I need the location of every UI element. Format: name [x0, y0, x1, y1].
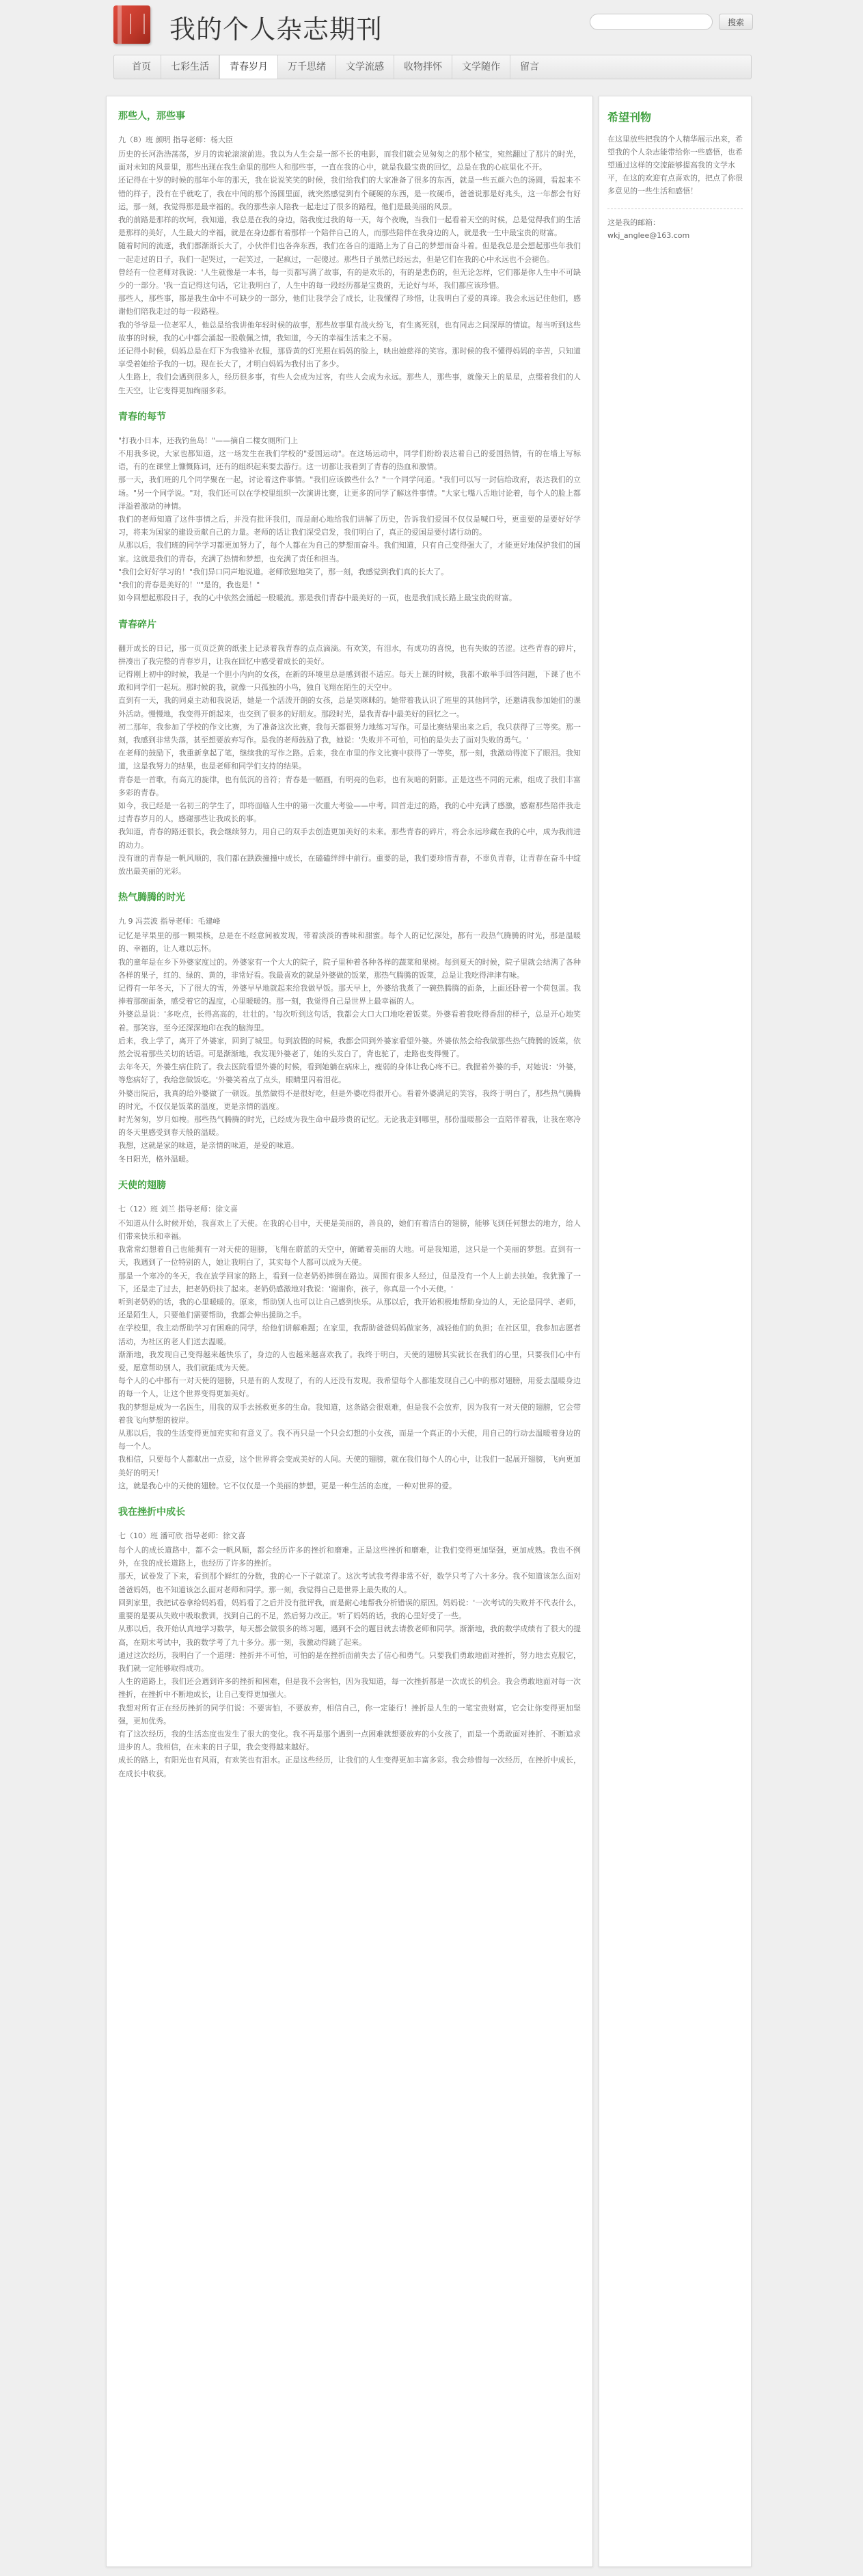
article-paragraph: 记忆是苹果里的那一颗果核，总是在不经意间被发现，带着淡淡的香味和甜蜜。每个人的记忆深处，都有一段热气腾腾的时光，那是温暖的、幸福的，让人难以忘怀。 — [118, 931, 581, 954]
article-paragraph: "我们的青春是美好的！""是的，我也是！" — [118, 580, 260, 590]
article-paragraph: 如今回想起那段日子，我的心中依然会涌起一股暖流。那是我们青春中最美好的一页，也是我们成长路上最宝贵的财富。 — [118, 593, 517, 603]
article-paragraph: 我常常幻想着自己也能拥有一对天使的翅膀，飞翔在蔚蓝的天空中，俯瞰着美丽的大地。可是我知道，这只是一个美丽的梦想。直到有一天，我遇到了一位特别的人，她让我明白了，其实每个人都可以成为天使。 — [118, 1245, 581, 1267]
article-paragraph: 我的爷爷是一位老军人，他总是给我讲他年轻时候的故事，那些故事里有战火纷飞，有生离死别，也有同志之间深厚的情谊。每当听到这些故事的时候，我的心中都会涌起一股敬佩之情，我知道，今天的幸福生活来之不易。 — [118, 320, 581, 343]
article-paragraph: 如今，我已经是一名初三的学生了，即将面临人生中的第一次重大考验——中考。回首走过的路，我的心中充满了感激，感谢那些陪伴我走过青春岁月的人，感谢那些让我成长的事。 — [118, 801, 581, 824]
article-paragraph: 外婆总是说：'多吃点，长得高高的，壮壮的。'每次听到这句话，我都会大口大口地吃着饭菜。外婆看着我吃得香甜的样子，总是开心地笑着。那笑容，至今还深深地印在我的脑海里。 — [118, 1010, 581, 1032]
nav-home[interactable]: 首页 — [122, 55, 161, 79]
nav-collection[interactable]: 收物拌怀 — [394, 55, 452, 79]
article-list — [106, 96, 593, 2567]
article-paragraph: 随着时间的流逝，我们都渐渐长大了，小伙伴们也各奔东西，我们在各自的道路上为了自己的梦想而奋斗着。但是我总是会想起那些年我们一起走过的日子，我们一起哭过，一起笑过，一起疯过，一起傻过。那些日子虽然已经远去，但是它们在我的心中永远也不会褪色。 — [118, 241, 581, 264]
nav-guestbook[interactable]: 留言 — [520, 62, 539, 72]
article-paragraph: 我的童年是在乡下外婆家度过的。外婆家有一个大大的院子，院子里种着各种各样的蔬菜和果树。每到夏天的时候，院子里就会结满了各种各样的果子，红的、绿的、黄的，非常好看。我最喜欢的就是外婆做的饭菜，那热气腾腾的饭菜，总是让我吃得津津有味。 — [118, 957, 581, 980]
nav-essays[interactable]: 文学随作 — [452, 55, 510, 79]
article-paragraph: 不用我多说，大家也都知道，这一场发生在我们学校的"爱国运动"。在这场运动中，同学们纷纷表达着自己的爱国热情，有的在墙上写标语，有的在课堂上慷慨陈词，还有的组织起来要去游行。这一切都让我看到了青春的热血和激情。 — [118, 449, 581, 472]
article-paragraph: 我知道，青春的路还很长，我会继续努力，用自己的双手去创造更加美好的未来。那些青春的碎片，将会永远珍藏在我的心中，成为我前进的动力。 — [118, 827, 581, 850]
article-paragraph: 我想对所有正在经历挫折的同学们说：不要害怕，不要放弃，相信自己，你一定能行！挫折是人生的一笔宝贵财富，它会让你变得更加坚强，更加优秀。 — [118, 1703, 581, 1726]
article-paragraph: 那是一个寒冷的冬天，我在放学回家的路上，看到一位老奶奶摔倒在路边。周围有很多人经过，但是没有一个人上前去扶她。我犹豫了一下，还是走了过去，把老奶奶扶了起来。老奶奶感激地对我说：'谢谢你，孩子，你真是一个小天使。' — [118, 1271, 581, 1293]
nav-literature[interactable]: 文学流感 — [336, 55, 394, 79]
article-paragraph: 初二那年，我参加了学校的作文比赛，为了准备这次比赛，我每天都很努力地练习写作。可是比赛结果出来之后，我只获得了三等奖。那一刻，我感到非常失落，甚至想要放弃写作。是我的老师鼓励了我，她说：'失败并不可怕，可怕的是失去了面对失败的勇气。' — [118, 722, 581, 744]
article-paragraph: 从那以后，我开始认真地学习数学，每天都会做很多的练习题，遇到不会的题目就去请教老师和同学。渐渐地，我的数学成绩有了很大的提高，在期末考试中，我的数学考了九十多分。那一刻，我激动得跳了起来。 — [118, 1624, 581, 1647]
article-paragraph: 从那以后，我的生活变得更加充实和有意义了。我不再只是一个只会幻想的小女孩，而是一个真正的小天使，用自己的行动去温暖着身边的每一个人。 — [118, 1429, 581, 1451]
article-paragraph: 翻开成长的日记，那一页页泛黄的纸张上记录着我青春的点点滴滴。有欢笑，有泪水，有成功的喜悦，也有失败的苦涩。这些青春的碎片，拼凑出了我完整的青春岁月，让我在回忆中感受着成长的美好。 — [118, 643, 581, 666]
article-title[interactable]: 那些人，那些事 — [118, 111, 185, 122]
article-paragraph: 在老师的鼓励下，我重新拿起了笔，继续我的写作之路。后来，我在市里的作文比赛中获得了一等奖，那一刻，我激动得流下了眼泪。我知道，这是我努力的结果，也是老师和同学们支持的结果。 — [118, 749, 581, 771]
article-meta: 九（8）班 颜明 指导老师：杨大臣 — [118, 135, 233, 144]
article-paragraph: 每个人的心中都有一对天使的翅膀，只是有的人发现了，有的人还没有发现。我希望每个人都能发现自己心中的那对翅膀，用爱去温暖身边的每一个人，让这个世界变得更加美好。 — [118, 1376, 581, 1399]
article-paragraph: 那一天，我们班的几个同学聚在一起，讨论着这件事情。"我们应该做些什么？"一个同学问道。"我们可以写一封信给政府，表达我们的立场。"另一个同学说。"对，我们还可以在学校里组织一次演讲比赛，让更多的同学了解这件事情。"大家七嘴八舌地讨论着，每个人的脸上都洋溢着激动的神情。 — [118, 475, 581, 511]
site-title[interactable]: 我的个人杂志期刊 — [169, 14, 383, 44]
article-paragraph: 青春是一首歌，有高亢的旋律，也有低沉的音符；青春是一幅画，有明亮的色彩，也有灰暗的阴影。正是这些不同的元素，组成了我们丰富多彩的青春。 — [118, 775, 581, 797]
article-paragraph: 我的前路是那样的坎坷，我知道，我总是在我的身边，陪我度过我的每一天，每个夜晚，当我们一起看着天空的时候，总是觉得我们的生活是那样的美好，人生最大的幸福，就是在身边都有着那样一个陪伴自己的人，而那些陪伴在我身边的人，就是我一生中最宝贵的财富。 — [118, 215, 581, 238]
article-title[interactable]: 青春碎片 — [118, 619, 156, 630]
article-title[interactable]: 我在挫折中成长 — [118, 1507, 185, 1518]
article-paragraph: 在学校里，我主动帮助学习有困难的同学，给他们讲解难题；在家里，我帮助爸爸妈妈做家务，减轻他们的负担；在社区里，我参加志愿者活动，为社区的老人们送去温暖。 — [118, 1324, 581, 1346]
article-paragraph: 我相信，只要每个人都献出一点爱，这个世界将会变成美好的人间。天使的翅膀，就在我们每个人的心中，让我们一起展开翅膀，飞向更加美好的明天！ — [118, 1455, 581, 1477]
search-input[interactable] — [590, 14, 713, 30]
article-paragraph: 外婆出院后，我真的给外婆做了一顿饭。虽然做得不是很好吃，但是外婆吃得很开心。看着外婆满足的笑容，我终于明白了，那些热气腾腾的时光，不仅仅是饭菜的温度，更是亲情的温度。 — [118, 1088, 581, 1111]
article-meta: 七（10）班 潘可欣 指导老师：徐文喜 — [118, 1531, 245, 1541]
article-paragraph: 人生路上，我们会遇到很多人，经历很多事，有些人会成为过客，有些人会成为永远。那些人，那些事，就像天上的星星，点缀着我们的人生天空，让它变得更加绚丽多彩。 — [118, 373, 581, 395]
article-meta: 七（12）班 刘兰 指导老师：徐文喜 — [118, 1204, 238, 1213]
sidebar-title: 希望刊物 — [607, 111, 652, 124]
article-paragraph: 有了这次经历，我的生活态度也发生了很大的变化。我不再是那个遇到一点困难就想要放弃的小女孩了，而是一个勇敢面对挫折、不断追求进步的人。我相信，在未来的日子里，我会变得越来越好。 — [118, 1729, 581, 1752]
contact-email[interactable]: wkj_anglee@163.com — [607, 231, 690, 240]
article-title[interactable]: 热气腾腾的时光 — [118, 892, 185, 904]
nav-colorful-life[interactable]: 七彩生活 — [161, 55, 219, 79]
article-paragraph: 记得刚上初中的时候，我是一个胆小内向的女孩，在新的环境里总是感到很不适应。每天上课的时候，我都不敢举手回答问题，下课了也不敢和同学们一起玩。那时候的我，就像一只孤独的小鸟，独自飞翔在陌生的天空中。 — [118, 669, 581, 693]
article-paragraph: 渐渐地，我发现自己变得越来越快乐了，身边的人也越来越喜欢我了。我终于明白，天使的翅膀其实就长在我们的心里，只要我们心中有爱，愿意帮助别人，我们就能成为天使。 — [118, 1350, 581, 1373]
article-paragraph: 还记得小时候，妈妈总是在灯下为我缝补衣服，那昏黄的灯光照在妈妈的脸上，映出她慈祥的笑容。那时候的我不懂得妈妈的辛苦，只知道享受着她给予我的一切。现在长大了，才明白妈妈为我付出了多少。 — [118, 347, 581, 369]
sidebar-description: 在这里放些把我的个人精华展示出来，希望我的个人杂志能带给你一些感悟，也希望通过这样的交流能够提高我的文学水平，在这的欢迎有点喜欢的，把点了你很多意见的一些生活和感悟！ — [607, 135, 743, 196]
main-nav — [113, 55, 752, 79]
header — [0, 0, 863, 55]
sidebar — [599, 96, 752, 2567]
search-button[interactable]: 搜索 — [719, 14, 753, 30]
article-paragraph: 后来，我上学了，离开了外婆家，回到了城里。每到放假的时候，我都会回到外婆家看望外婆。外婆依然会给我做那些热气腾腾的饭菜，依然会说着那些关切的话语。可是渐渐地，我发现外婆老了，她的头发白了，背也驼了，走路也变得慢了。 — [118, 1036, 581, 1058]
article-paragraph: 那些人，那些事，都是我生命中不可缺少的一部分，他们让我学会了成长，让我懂得了珍惜，让我明白了爱的真谛。我会永远记住他们，感谢他们陪我走过的每一段路程。 — [118, 294, 581, 317]
article-paragraph: "打我小日本，还我钓鱼岛！"——摘自二楼女厕所门上 — [118, 435, 299, 445]
article-paragraph: 还记得在十岁的时候的那年小年的那天，我在说说笑笑的时候，我们给我们的大家准备了很多的东西，就是一些五颜六色的汤圆，看起来不错的样子，没有在乎就吃了，我在中间的那个汤圆里面，就突然感觉到有个硬硬的东西，是一枚硬币，爸爸说那是好兆头，这一年都会有好运，那一刻，我觉得那是最幸福的。我的那些亲人陪我一起走过了很多的路程，他们是最美丽的风景。 — [118, 176, 581, 211]
article-paragraph: 人生的道路上，我们还会遇到许多的挫折和困难，但是我不会害怕，因为我知道，每一次挫折都是一次成长的机会。我会勇敢地面对每一次挫折，在挫折中不断地成长，让自己变得更加强大。 — [118, 1677, 581, 1700]
article-paragraph: 从那以后，我们班的同学学习都更加努力了，每个人都在为自己的梦想而奋斗。我们知道，只有自己变得强大了，才能更好地保护我们的国家。这就是我们的青春，充满了热情和梦想，也充满了责任和担当。 — [118, 541, 581, 563]
article-paragraph: 回到家里，我把试卷拿给妈妈看，妈妈看了之后并没有批评我，而是耐心地帮我分析错误的原因。妈妈说：'一次考试的失败并不代表什么，重要的是要从失败中吸取教训，找到自己的不足，然后努力改正。'听了妈妈的话，我的心里好受了一些。 — [118, 1598, 581, 1621]
article-paragraph: 这，就是我心中的天使的翅膀。它不仅仅是一个美丽的梦想，更是一种生活的态度，一种对世界的爱。 — [118, 1481, 456, 1490]
article-paragraph: 我的梦想是成为一名医生，用我的双手去拯救更多的生命。我知道，这条路会很艰难，但是我不会放弃，因为我有一对天使的翅膀，它会带着我飞向梦想的彼岸。 — [118, 1402, 581, 1425]
article-paragraph: 冬日阳光，格外温暖。 — [118, 1154, 193, 1164]
article-paragraph: 每个人的成长道路中，都不会一帆风顺，都会经历许多的挫折和磨难。正是这些挫折和磨难，让我们变得更加坚强，更加成熟。我也不例外，在我的成长道路上，也经历了许多的挫折。 — [118, 1546, 581, 1568]
article-paragraph: 曾经有一位老师对我说：'人生就像是一本书，每一页都写满了故事，有的是欢乐的，有的是悲伤的，但无论怎样，它们都是你人生中不可缺少的一部分。'我一直记得这句话，它让我明白了，人生中的每一段经历都是宝贵的，无论好与坏，我们都应该珍惜。 — [118, 267, 581, 291]
article-paragraph: 那天，试卷发了下来，看到那个鲜红的分数，我的心一下子就凉了。这次考试我考得非常不好，数学只考了六十多分。我不知道该怎么面对爸爸妈妈，也不知道该怎么面对老师和同学。那一刻，我觉得自己是世界上最失败的人。 — [118, 1572, 581, 1594]
article-paragraph: 历史的长河浩浩荡荡，岁月的齿轮滚滚前进。我以为人生会是一部不长的电影，而我们就会见匆匆之的那个秘宝，宛然翻过了那片的时光，面对未知的风景里，那些出现在我生命里的那些人和那些事，一直在我的心中，就是我最宝贵的回忆，总是在我的心底里化不开。 — [118, 150, 581, 172]
article-title[interactable]: 天使的翅膀 — [118, 1179, 166, 1191]
book-logo-icon[interactable] — [113, 5, 150, 44]
article-paragraph: 时光匆匆，岁月如梭。那些热气腾腾的时光，已经成为我生命中最珍贵的记忆。无论我走到哪里，那份温暖都会一直陪伴着我，让我在寒冷的冬天里感受到春天般的温暖。 — [118, 1115, 581, 1138]
article-paragraph: 直到有一天，我的同桌主动和我说话，她是一个活泼开朗的女孩，总是笑眯眯的。她带着我认识了班里的其他同学，还邀请我参加她们的课外活动。慢慢地，我变得开朗起来，也交到了很多的好朋友。那段时光，是我青春中最美好的回忆之一。 — [118, 696, 581, 719]
article-paragraph: 我想，这就是家的味道，是亲情的味道，是爱的味道。 — [118, 1141, 299, 1151]
article-paragraph: 听到老奶奶的话，我的心里暖暖的。原来，帮助别人也可以让自己感到快乐。从那以后，我开始积极地帮助身边的人，无论是同学、老师，还是陌生人，只要他们需要帮助，我都会伸出援助之手。 — [118, 1298, 581, 1320]
article-title[interactable]: 青春的每节 — [118, 411, 166, 422]
contact-label: 这是我的邮箱： — [607, 218, 660, 227]
nav-thoughts[interactable]: 万千思绪 — [278, 55, 336, 79]
nav-youth-years[interactable]: 青春岁月 — [219, 55, 278, 79]
article-paragraph: 记得有一年冬天，下了很大的雪，外婆早早地就起来给我做早饭。那天早上，外婆给我煮了一碗热腾腾的面条，上面还卧着一个荷包蛋。我捧着那碗面条，感受着它的温度，心里暖暖的。那一刻，我觉得自己是世界上最幸福的人。 — [118, 983, 581, 1006]
article-paragraph: 成长的路上，有阳光也有风雨，有欢笑也有泪水。正是这些经历，让我们的人生变得更加丰富多彩。我会珍惜每一次经历，在挫折中成长，在成长中收获。 — [118, 1756, 581, 1778]
article-paragraph: 去年冬天，外婆生病住院了。我去医院看望外婆的时候，看到她躺在病床上，瘦弱的身体让我心疼不已。我握着外婆的手，对她说：'外婆，等您病好了，我给您做饭吃。'外婆笑着点了点头，眼睛里闪着泪花。 — [118, 1062, 581, 1085]
article-paragraph: 不知道从什么时候开始，我喜欢上了天使。在我的心目中，天使是美丽的，善良的，她们有着洁白的翅膀，能够飞到任何想去的地方，给人们带来快乐和幸福。 — [118, 1218, 581, 1242]
article-paragraph: "我们会好好学习的！"我们异口同声地说道。老师欣慰地笑了，那一刻，我感觉到我们真的长大了。 — [118, 567, 449, 576]
article-paragraph: 通过这次经历，我明白了一个道理：挫折并不可怕，可怕的是在挫折面前失去了信心和勇气。只要我们勇敢地面对挫折，努力地去克服它，我们就一定能够取得成功。 — [118, 1650, 581, 1673]
article-meta: 九 9 冯芸波 指导老师：毛建峰 — [118, 917, 221, 926]
article-paragraph: 我们的老师知道了这件事情之后，并没有批评我们，而是耐心地给我们讲解了历史，告诉我们爱国不仅仅是喊口号，更重要的是要好好学习，将来为国家的建设贡献自己的力量。老师的话让我们深受启发，我们明白了，真正的爱国是要付诸行动的。 — [118, 515, 581, 537]
article-paragraph: 没有谁的青春是一帆风顺的，我们都在跌跌撞撞中成长，在磕磕绊绊中前行。重要的是，我们要珍惜青春，不辜负青春，让青春在奋斗中绽放出最美丽的光彩。 — [118, 853, 581, 876]
